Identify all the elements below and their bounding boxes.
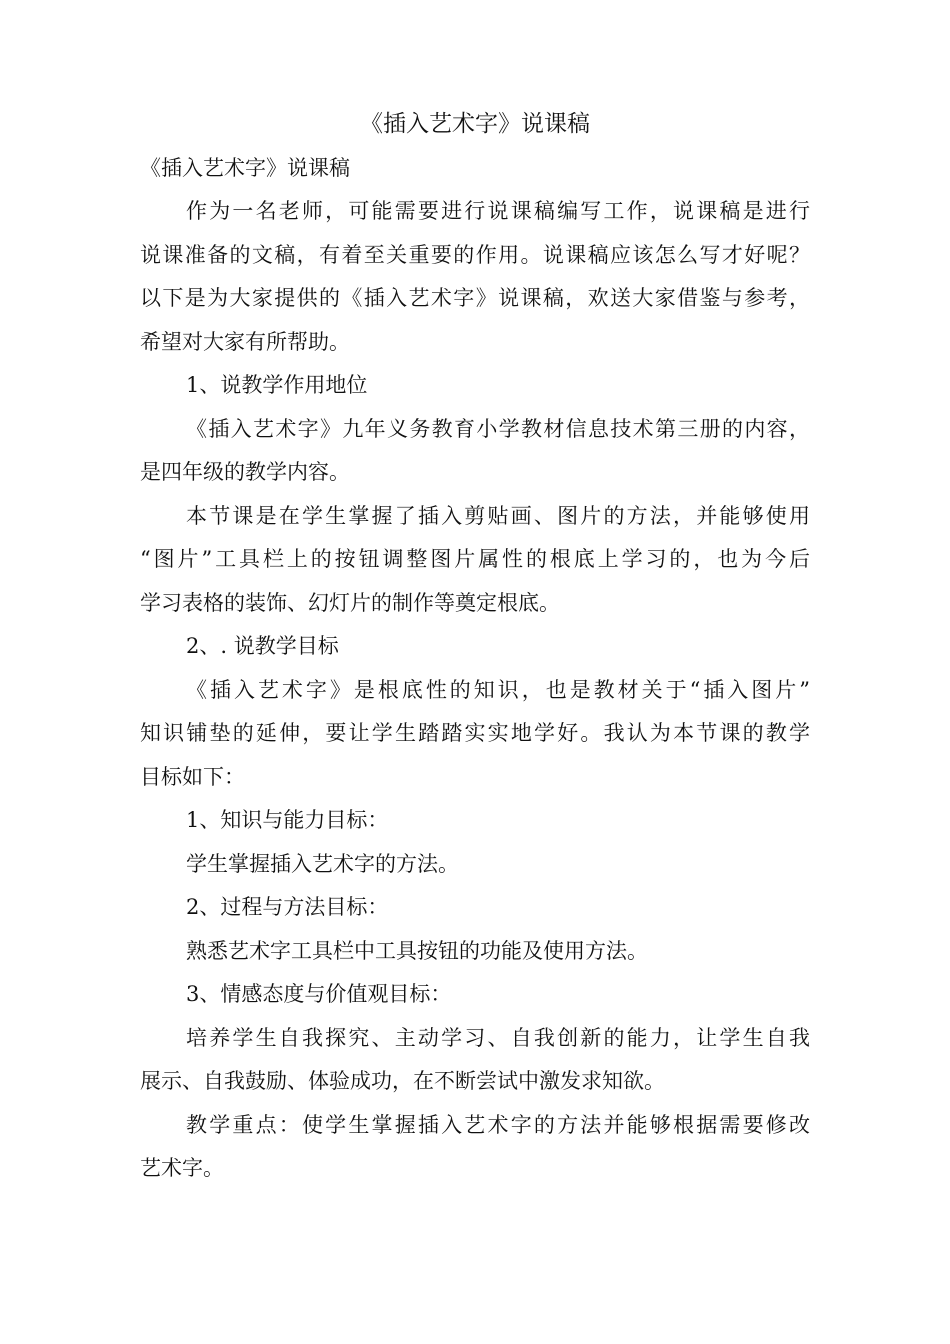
paragraph-line: 知识铺垫的延伸，要让学生踏踏实实地学好。我认为本节课的教学 <box>140 721 810 745</box>
section-heading: 2、过程与方法目标： <box>186 895 389 919</box>
paragraph-line: 本节课是在学生掌握了插入剪贴画、图片的方法，并能够使用 <box>186 504 810 528</box>
paragraph-line: 《插入艺术字》是根底性的知识，也是教材关于“插入图片” <box>186 678 810 702</box>
paragraph-line: 学生掌握插入艺术字的方法。 <box>186 852 459 876</box>
section-heading: 3、情感态度与价值观目标： <box>186 982 452 1006</box>
paragraph-line: 培养学生自我探究、主动学习、自我创新的能力，让学生自我 <box>186 1026 810 1050</box>
subtitle-line: 《插入艺术字》说课稿 <box>140 156 350 180</box>
paragraph-line: 是四年级的教学内容。 <box>140 460 350 484</box>
paragraph-line: 目标如下： <box>140 765 245 789</box>
paragraph-line: 《插入艺术字》九年义务教育小学教材信息技术第三册的内容， <box>186 417 810 441</box>
paragraph-line: 希望对大家有所帮助。 <box>140 330 350 354</box>
paragraph-line: 作为一名老师，可能需要进行说课稿编写工作，说课稿是进行 <box>186 199 810 223</box>
paragraph-line: 展示、自我鼓励、体验成功，在不断尝试中激发求知欲。 <box>140 1069 665 1093</box>
paragraph-line: 学习表格的装饰、幻灯片的制作等奠定根底。 <box>140 591 560 615</box>
section-heading: 2、. 说教学目标 <box>186 634 339 658</box>
paragraph-line: 艺术字。 <box>140 1156 224 1180</box>
document-title: 《插入艺术字》说课稿 <box>360 111 590 137</box>
section-heading: 1、知识与能力目标： <box>186 808 389 832</box>
paragraph-line: 教学重点：使学生掌握插入艺术字的方法并能够根据需要修改 <box>186 1113 810 1137</box>
paragraph-line: 熟悉艺术字工具栏中工具按钮的功能及使用方法。 <box>186 939 648 963</box>
paragraph-line: 以下是为大家提供的《插入艺术字》说课稿，欢送大家借鉴与参考， <box>140 286 810 310</box>
paragraph-line: “图片”工具栏上的按钮调整图片属性的根底上学习的，也为今后 <box>140 547 810 571</box>
paragraph-line: 说课准备的文稿，有着至关重要的作用。说课稿应该怎么写才好呢？ <box>140 243 810 267</box>
section-heading: 1、说教学作用地位 <box>186 373 368 397</box>
